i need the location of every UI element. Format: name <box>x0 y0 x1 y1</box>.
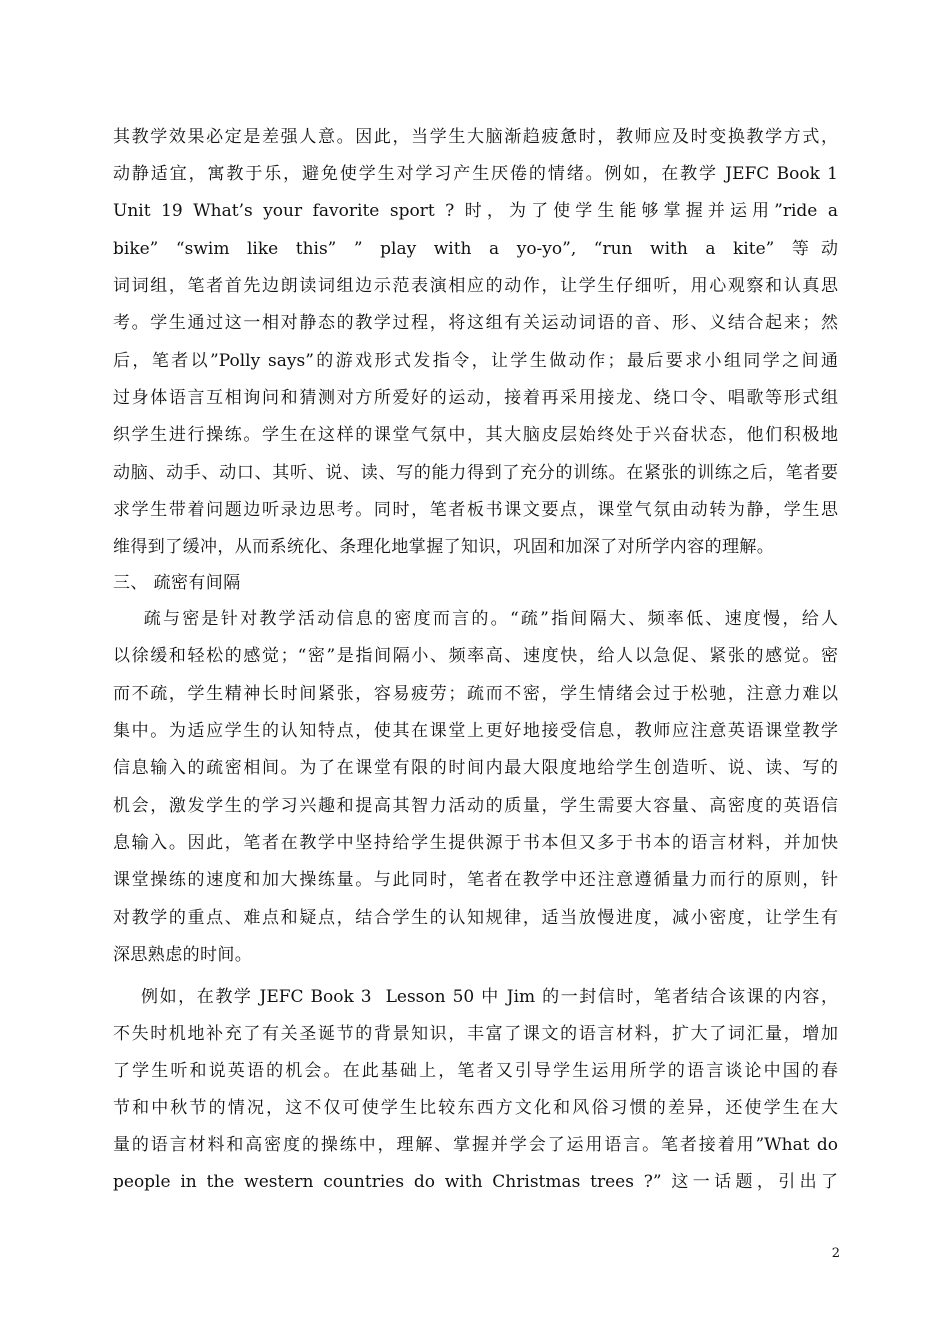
text-line: 动静适宜，寓教于乐，避免使学生对学习产生厌倦的情绪。例如，在教学 JEFC Book 1 <box>113 164 838 184</box>
text-line: 对教学的重点、难点和疑点，结合学生的认知规律，适当放慢进度，减小密度，让学生有 <box>113 908 838 928</box>
text-line: 考。学生通过这一相对静态的教学过程，将这组有关运动词语的音、形、义结合起来；然 <box>113 313 838 333</box>
text-line: 其教学效果必定是差强人意。因此，当学生大脑渐趋疲惫时，教师应及时变换教学方式， <box>113 127 838 147</box>
text-line: people in the western countries do with Christmas trees ?” 这一话题，引出了 <box>113 1172 838 1192</box>
text-line: 动脑、动手、动口、其听、说、读、写的能力得到了充分的训练。在紧张的训练之后，笔者要 <box>113 463 838 483</box>
text-line: 节和中秋节的情况，这不仅可使学生比较东西方文化和风俗习惯的差异，还使学生在大 <box>113 1098 838 1118</box>
text-line: 深思熟虑的时间。 <box>113 945 253 965</box>
text-line: 求学生带着问题边听录边思考。同时，笔者板书课文要点，课堂气氛由动转为静，学生思 <box>113 500 838 520</box>
text-line: 信息输入的疏密相间。为了在课堂有限的时间内最大限度地给学生创造听、说、读、写的 <box>113 758 838 778</box>
text-line: 息输入。因此，笔者在教学中坚持给学生提供源于书本但又多于书本的语言材料，并加快 <box>113 833 838 853</box>
text-line: 织学生进行操练。学生在这样的课堂气氛中，其大脑皮层始终处于兴奋状态，他们积极地 <box>113 425 838 445</box>
text-line: 疏与密是针对教学活动信息的密度而言的。“疏”指间隔大、频率低、速度慢，给人 <box>113 609 838 629</box>
text-line: 词词组，笔者首先边朗读词组边示范表演相应的动作，让学生仔细听，用心观察和认真思 <box>113 276 838 296</box>
text-line: 集中。为适应学生的认知特点，使其在课堂上更好地接受信息，教师应注意英语课堂教学 <box>113 721 838 741</box>
section-heading: 三、 疏密有间隔 <box>113 573 241 593</box>
text-line: 课堂操练的速度和加大操练量。与此同时，笔者在教学中还注意遵循量力而行的原则，针 <box>113 870 838 890</box>
page-number: 2 <box>831 1246 840 1261</box>
text-line: 而不疏，学生精神长时间紧张，容易疲劳；疏而不密，学生情绪会过于松驰，注意力难以 <box>113 684 838 704</box>
text-line: Unit 19 What’s your favorite sport ? 时，为了使学生能够掌握并运用”ride a <box>113 201 838 221</box>
text-line: 机会，激发学生的学习兴趣和提高其智力活动的质量，学生需要大容量、高密度的英语信 <box>113 796 838 816</box>
text-line: 过身体语言互相询问和猜测对方所爱好的运动，接着再采用接龙、绕口令、唱歌等形式组 <box>113 388 838 408</box>
text-line: 维得到了缓冲，从而系统化、条理化地掌握了知识，巩固和加深了对所学内容的理解。 <box>113 537 775 557</box>
text-line: 例如，在教学 JEFC Book 3 Lesson 50 中 Jim 的一封信时，笔者结合该课的内容， <box>113 987 838 1007</box>
text-line: 不失时机地补充了有关圣诞节的背景知识，丰富了课文的语言材料，扩大了词汇量，增加 <box>113 1024 838 1044</box>
text-line: bike” “swim like this” ” play with a yo-yo”, “run with a kite” 等动 <box>113 239 838 259</box>
text-line: 以徐缓和轻松的感觉；“密”是指间隔小、频率高、速度快，给人以急促、紧张的感觉。密 <box>113 646 838 666</box>
text-line: 了学生听和说英语的机会。在此基础上，笔者又引导学生运用所学的语言谈论中国的春 <box>113 1061 838 1081</box>
text-line: 后，笔者以”Polly says”的游戏形式发指令，让学生做动作；最后要求小组同学之间通 <box>113 351 838 371</box>
text-line: 量的语言材料和高密度的操练中，理解、掌握并学会了运用语言。笔者接着用”What do <box>113 1135 838 1155</box>
